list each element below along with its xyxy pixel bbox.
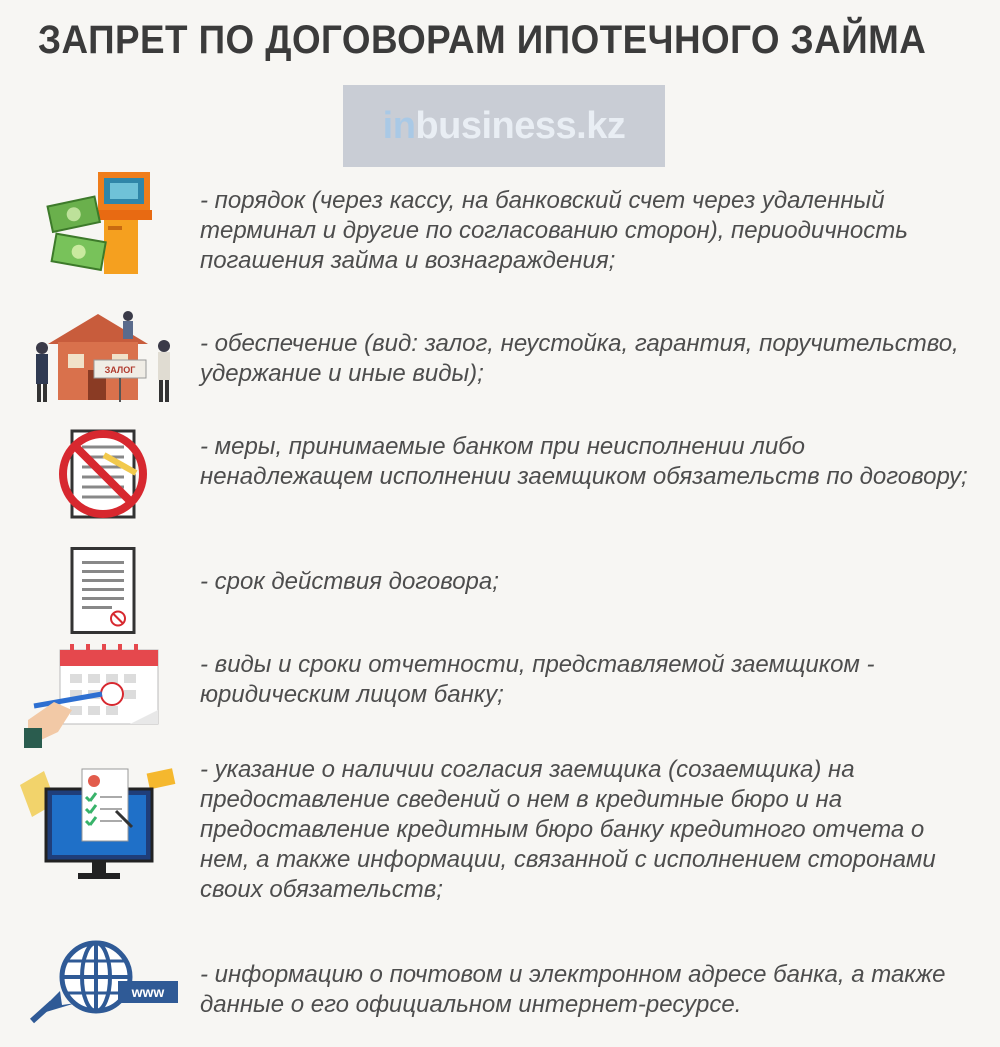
calendar-icon <box>20 640 180 750</box>
credit-bureau-monitor-icon <box>20 755 180 890</box>
item-text: - виды и сроки отчетности, представляемой заемщиком - юридическим лицом банку; <box>200 651 875 708</box>
item-text: - обеспечение (вид: залог, неустойка, гарантия, поручительство, удержание и иные виды); <box>200 330 959 387</box>
logo <box>343 85 665 167</box>
item-text: - информацию о почтовом и электронном адресе банка, а также данные о его официальном интернет-ресурсе. <box>200 961 946 1018</box>
item-text: - порядок (через кассу, на банковский счет через удаленный терминал и другие по согласованию сторон), периодичность погашения займа и вознаграждения; <box>200 187 908 274</box>
contract-document-icon <box>20 537 180 647</box>
www-globe-icon <box>20 930 180 1040</box>
prohibited-document-icon <box>20 420 180 530</box>
item-text: - указание о наличии согласия заемщика (созаемщика) на предоставление сведений о нем в кредитные бюро и на предоставление кредитным бюро банку кредитного отчета о нем, а также информации, связанной с исполнением сторонами своих обязательств; <box>200 756 936 903</box>
collateral-sign-label: ЗАЛОГ <box>104 365 136 375</box>
item-text: - срок действия договора; <box>200 568 499 595</box>
logo-text: inbusiness.kz <box>382 104 626 147</box>
www-label: www <box>131 984 165 1000</box>
page-title: ЗАПРЕТ ПО ДОГОВОРАМ ИПОТЕЧНОГО ЗАЙМА <box>38 18 927 62</box>
item-text: - меры, принимаемые банком при неисполнении либо ненадлежащем исполнении заемщиком обязательств по договору; <box>200 433 968 490</box>
payment-terminal-icon <box>20 170 180 280</box>
house-collateral-icon <box>20 305 180 415</box>
